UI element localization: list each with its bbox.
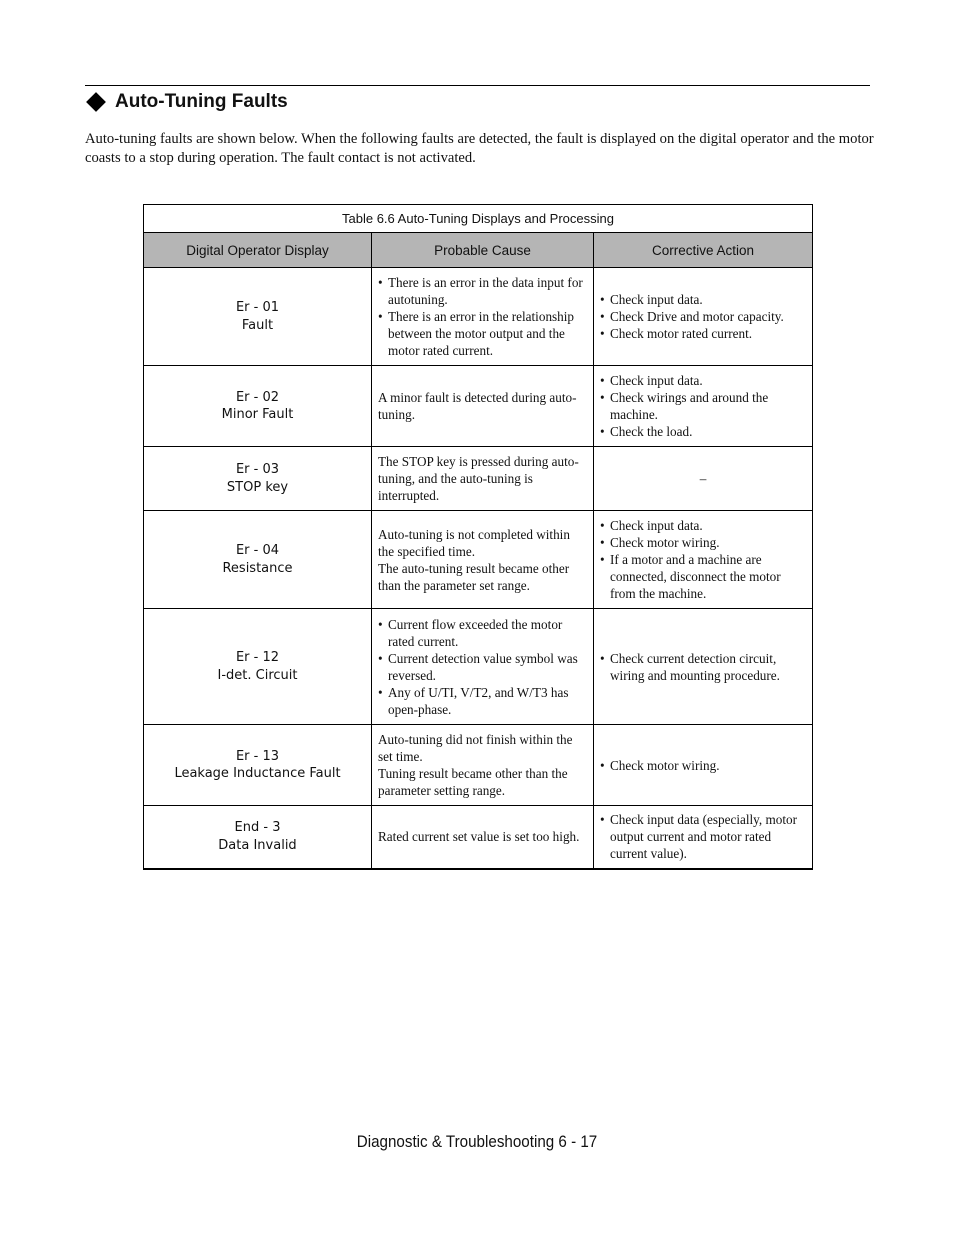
cause-text: A minor fault is detected during auto-tuning.	[378, 390, 577, 422]
display-cell	[144, 725, 372, 806]
fault-code: Er - 13	[235, 748, 280, 764]
fault-code: Er - 02	[235, 389, 280, 405]
cause-item: • There is an error in the data input for autotuning.	[378, 274, 587, 308]
cause-item: • Current flow exceeded the motor rated current.	[378, 616, 587, 650]
display-cell	[144, 268, 372, 366]
display-cell	[144, 366, 372, 447]
fault-name: Fault	[241, 317, 274, 333]
top-rule	[85, 85, 870, 86]
cause-cell	[372, 447, 594, 511]
cause-text: Auto-tuning did not finish within the set time.	[378, 732, 573, 764]
header-cause: Probable Cause	[372, 233, 594, 268]
fault-code: Er - 04	[235, 543, 280, 558]
section-heading	[85, 90, 288, 114]
display-cell	[144, 511, 372, 609]
action-item: • Check the load.	[600, 423, 806, 440]
fault-name: STOP key	[226, 479, 289, 495]
cause-text: Rated current set value is set too high.	[378, 829, 580, 845]
section-title: Auto-Tuning Faults	[115, 91, 288, 112]
action-item: • Check input data (especially, motor output current and motor rated current value).	[600, 811, 806, 862]
table-row	[144, 268, 813, 366]
diamond-bullet-icon	[86, 92, 106, 112]
table-row	[144, 806, 813, 869]
cause-item: • Current detection value symbol was reversed.	[378, 650, 587, 684]
cause-cell	[372, 268, 594, 366]
fault-name: Data Invalid	[218, 837, 297, 853]
cause-text: Auto-tuning is not completed within the specified time.	[378, 526, 570, 559]
table-row	[144, 725, 813, 806]
table-row	[144, 366, 813, 447]
action-cell	[594, 268, 813, 366]
fault-code: End - 3	[234, 820, 281, 836]
cause-cell	[372, 725, 594, 806]
action-cell	[594, 447, 813, 511]
header-display: Digital Operator Display	[144, 233, 372, 268]
table-caption: Table 6.6 Auto-Tuning Displays and Processing	[144, 205, 813, 233]
cause-cell	[372, 806, 594, 869]
auto-tuning-table	[143, 204, 813, 870]
action-item: • Check Drive and motor capacity.	[600, 308, 806, 325]
action-item: • Check input data.	[600, 372, 806, 389]
action-item: • Check motor wiring.	[600, 534, 806, 551]
fault-name: Minor Fault	[221, 407, 294, 422]
table-row	[144, 609, 813, 725]
action-cell	[594, 806, 813, 869]
action-cell	[594, 725, 813, 806]
action-item: • Check motor rated current.	[600, 325, 806, 342]
cause-text: The STOP key is pressed during auto-tuning, and the auto-tuning is interrupted.	[378, 454, 579, 503]
cause-item: • There is an error in the relationship between the motor output and the motor rated current.	[378, 308, 587, 359]
cause-item: • Any of U/TI, V/T2, and W/T3 has open-phase.	[378, 684, 587, 718]
fault-name: Resistance	[222, 560, 293, 576]
cause-text: The auto-tuning result became other than the parameter set range.	[378, 560, 570, 593]
action-item: • Check current detection circuit, wiring and mounting procedure.	[600, 650, 806, 684]
action-text: –	[699, 471, 707, 486]
action-cell	[594, 511, 813, 609]
action-item: • Check wirings and around the machine.	[600, 389, 806, 423]
table-row	[144, 511, 813, 609]
table-header-row	[144, 233, 813, 268]
action-item: • Check motor wiring.	[600, 757, 806, 774]
action-item: • Check input data.	[600, 517, 806, 534]
cause-text: Tuning result became other than the parameter setting range.	[378, 766, 568, 798]
action-item: • Check input data.	[600, 291, 806, 308]
action-cell	[594, 609, 813, 725]
display-cell	[144, 609, 372, 725]
action-cell	[594, 366, 813, 447]
cause-cell	[372, 511, 594, 609]
fault-code: Er - 03	[235, 462, 280, 477]
fault-name: Leakage Inductance Fault	[174, 766, 341, 781]
fault-name: I-det. Circuit	[217, 667, 298, 683]
header-action: Corrective Action	[594, 233, 813, 268]
intro-paragraph: Auto-tuning faults are shown below. When the following faults are detected, the fault is displayed on the digital operator and the motor coasts to a stop during operation. The fault contact is not activated.	[85, 131, 874, 166]
display-cell	[144, 447, 372, 511]
cause-cell	[372, 609, 594, 725]
table-row	[144, 447, 813, 511]
fault-code: Er - 01	[235, 300, 280, 315]
cause-cell	[372, 366, 594, 447]
fault-code: Er - 12	[235, 650, 280, 665]
display-cell	[144, 806, 372, 869]
page-footer: Diagnostic & Troubleshooting 6 - 17	[356, 1133, 598, 1151]
action-item: • If a motor and a machine are connected, disconnect the motor from the machine.	[600, 551, 806, 602]
